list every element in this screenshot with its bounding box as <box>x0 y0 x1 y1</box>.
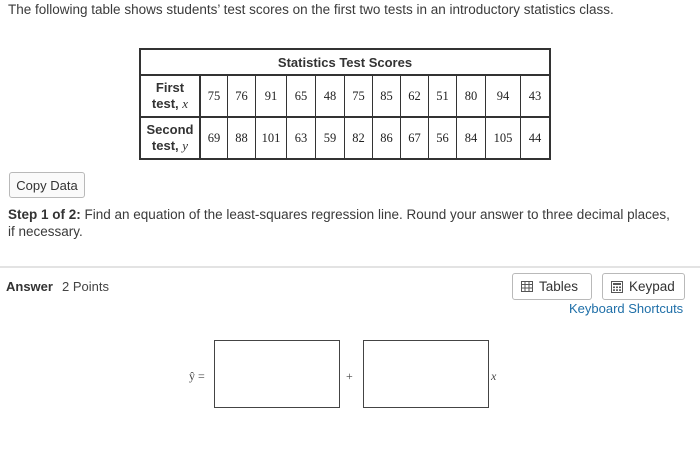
table-cell: 101 <box>256 117 287 159</box>
points-label: 2 Points <box>62 279 109 294</box>
question-intro: The following table shows students’ test scores on the first two tests in an introductory statistics class. <box>8 2 614 17</box>
step-instruction <box>8 206 678 240</box>
keypad-button-label: Keypad <box>629 279 675 294</box>
row-header-second-test: Second test, y <box>140 117 200 159</box>
divider <box>0 266 700 268</box>
step-text: Find an equation of the least-squares regression line. Round your answer to three decimal places, if necessary. <box>8 207 670 239</box>
answer-label: Answer <box>6 279 53 294</box>
table-cell: 69 <box>200 117 228 159</box>
yhat-label: ŷ = <box>189 369 205 383</box>
table-row-first-test <box>140 75 550 117</box>
table-cell: 82 <box>345 117 373 159</box>
tables-button-label: Tables <box>539 279 579 294</box>
table-cell: 43 <box>521 75 551 117</box>
intercept-input[interactable] <box>214 340 340 408</box>
keypad-button[interactable] <box>602 273 685 300</box>
table-row-second-test <box>140 117 550 159</box>
table-cell: 75 <box>200 75 228 117</box>
table-cell: 84 <box>457 117 486 159</box>
table-cell: 85 <box>373 75 401 117</box>
table-cell: 94 <box>486 75 521 117</box>
table-cell: 86 <box>373 117 401 159</box>
row-header-first-test: First test, x <box>140 75 200 117</box>
table-cell: 63 <box>287 117 316 159</box>
keypad-icon <box>611 281 623 293</box>
keyboard-shortcuts-link[interactable]: Keyboard Shortcuts <box>569 301 684 316</box>
scores-table <box>139 48 551 160</box>
tables-button[interactable] <box>512 273 592 300</box>
table-cell: 65 <box>287 75 316 117</box>
table-cell: 76 <box>228 75 256 117</box>
table-cell: 91 <box>256 75 287 117</box>
table-cell: 56 <box>429 117 457 159</box>
table-cell: 62 <box>401 75 429 117</box>
table-title: Statistics Test Scores <box>140 49 550 75</box>
table-cell: 75 <box>345 75 373 117</box>
table-cell: 80 <box>457 75 486 117</box>
plus-sign: + <box>346 369 353 383</box>
table-cell: 48 <box>316 75 345 117</box>
x-variable: x <box>491 369 497 383</box>
slope-input[interactable] <box>363 340 489 408</box>
table-cell: 67 <box>401 117 429 159</box>
step-label: Step 1 of 2: <box>8 207 81 222</box>
table-cell: 105 <box>486 117 521 159</box>
table-cell: 51 <box>429 75 457 117</box>
copy-data-button[interactable]: Copy Data <box>9 172 85 198</box>
table-cell: 44 <box>521 117 551 159</box>
table-cell: 59 <box>316 117 345 159</box>
table-cell: 88 <box>228 117 256 159</box>
table-icon <box>521 281 533 292</box>
